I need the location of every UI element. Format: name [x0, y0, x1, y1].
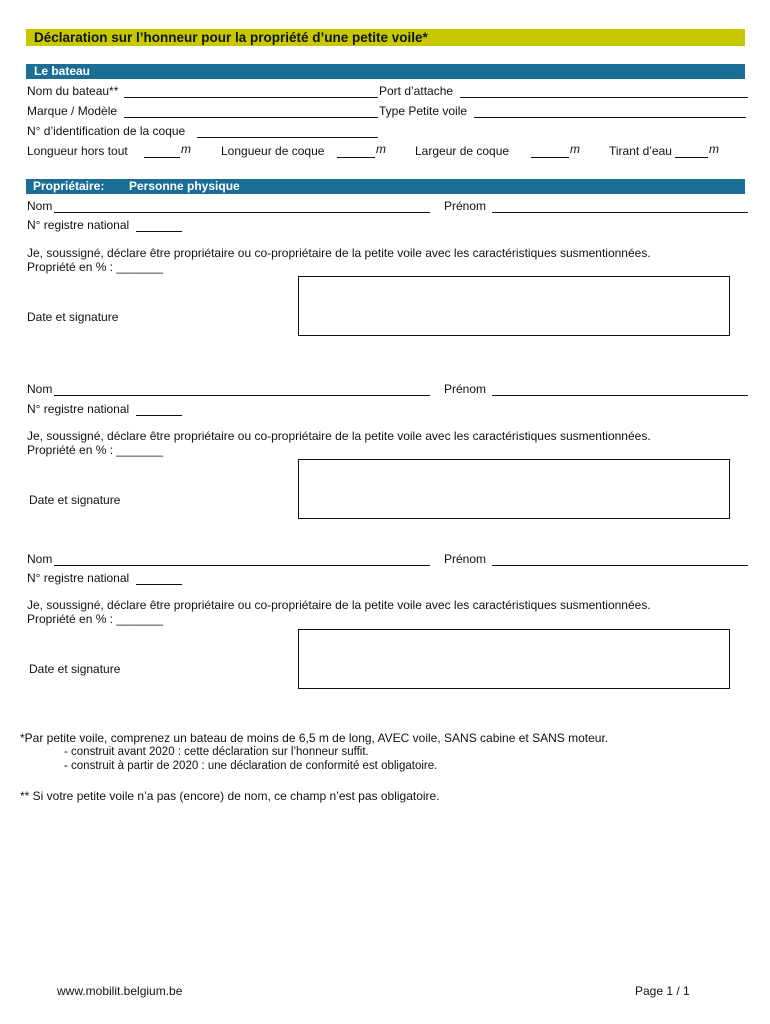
section-subtitle-owner-type: Personne physique: [129, 179, 240, 193]
label-date-signature: Date et signature: [29, 662, 121, 676]
unit-m: m: [376, 142, 386, 156]
field-nom[interactable]: [54, 565, 430, 566]
field-prenom[interactable]: [492, 565, 748, 566]
declaration-text: Je, soussigné, déclare être propriétaire ou co-propriétaire de la petite voile avec les caractéristiques susmentionnées.: [27, 598, 651, 612]
label-date-signature: Date et signature: [29, 493, 121, 507]
label-registre-national: N° registre national: [27, 571, 130, 585]
section-title-owner: Propriétaire:: [33, 179, 105, 193]
label-marque-modele: Marque / Modèle: [27, 104, 118, 118]
label-date-signature: Date et signature: [27, 310, 119, 324]
propriete-percent: Propriété en % : _______: [27, 260, 164, 274]
field-tirant-eau[interactable]: [675, 157, 708, 158]
document-title-bar: [26, 29, 745, 46]
field-longueur-coque[interactable]: [337, 157, 375, 158]
footer-website: www.mobilit.belgium.be: [57, 984, 183, 998]
label-nom: Nom: [27, 199, 53, 213]
field-registre-national[interactable]: [136, 231, 182, 232]
label-port-attache: Port d’attache: [379, 84, 454, 98]
label-prenom: Prénom: [444, 199, 487, 213]
label-registre-national: N° registre national: [27, 402, 130, 416]
footer-page-number: Page 1 / 1: [635, 984, 690, 998]
label-type-petite-voile: Type Petite voile: [379, 104, 468, 118]
label-tirant-eau: Tirant d’eau: [609, 144, 672, 158]
label-registre-national: N° registre national: [27, 218, 130, 232]
field-type-petite-voile[interactable]: [474, 117, 746, 118]
signature-box[interactable]: [298, 629, 730, 689]
document-title: Déclaration sur l’honneur pour la propriété d’une petite voile*: [34, 30, 428, 45]
footnote-petite-voile: *Par petite voile, comprenez un bateau de moins de 6,5 m de long, AVEC voile, SANS cabine et SANS moteur.: [20, 731, 609, 745]
field-largeur-coque[interactable]: [531, 157, 569, 158]
label-identification: N° d’identification de la coque: [27, 124, 186, 138]
unit-m: m: [709, 142, 719, 156]
signature-box[interactable]: [298, 276, 730, 336]
field-nom-bateau[interactable]: [124, 97, 378, 98]
field-nom[interactable]: [54, 212, 430, 213]
label-nom: Nom: [27, 552, 53, 566]
field-identification[interactable]: [197, 137, 378, 138]
field-registre-national[interactable]: [136, 415, 182, 416]
footnote-item-before-2020: - construit avant 2020 : cette déclaration sur l’honneur suffit.: [64, 746, 369, 758]
section-title-boat: Le bateau: [34, 64, 91, 78]
field-port-attache[interactable]: [460, 97, 748, 98]
label-longueur-hors-tout: Longueur hors tout: [27, 144, 128, 158]
propriete-percent: Propriété en % : _______: [27, 443, 164, 457]
unit-m: m: [570, 142, 580, 156]
label-nom-bateau: Nom du bateau**: [27, 84, 119, 98]
propriete-percent: Propriété en % : _______: [27, 612, 164, 626]
label-longueur-coque: Longueur de coque: [221, 144, 325, 158]
section-header-boat: [26, 64, 745, 79]
unit-m: m: [181, 142, 191, 156]
field-prenom[interactable]: [492, 395, 748, 396]
field-registre-national[interactable]: [136, 584, 182, 585]
label-nom: Nom: [27, 382, 53, 396]
declaration-text: Je, soussigné, déclare être propriétaire ou co-propriétaire de la petite voile avec les caractéristiques susmentionnées.: [27, 246, 651, 260]
field-prenom[interactable]: [492, 212, 748, 213]
field-longueur-hors-tout[interactable]: [144, 157, 180, 158]
footnote-item-from-2020: - construit à partir de 2020 : une déclaration de conformité est obligatoire.: [64, 760, 438, 772]
declaration-text: Je, soussigné, déclare être propriétaire ou co-propriétaire de la petite voile avec les caractéristiques susmentionnées.: [27, 429, 651, 443]
section-header-owner: [26, 179, 745, 194]
label-prenom: Prénom: [444, 552, 487, 566]
field-marque-modele[interactable]: [124, 117, 378, 118]
footnote-nom-bateau: ** Si votre petite voile n’a pas (encore) de nom, ce champ n’est pas obligatoire.: [20, 789, 440, 803]
field-nom[interactable]: [54, 395, 430, 396]
signature-box[interactable]: [298, 459, 730, 519]
label-prenom: Prénom: [444, 382, 487, 396]
label-largeur-coque: Largeur de coque: [415, 144, 510, 158]
